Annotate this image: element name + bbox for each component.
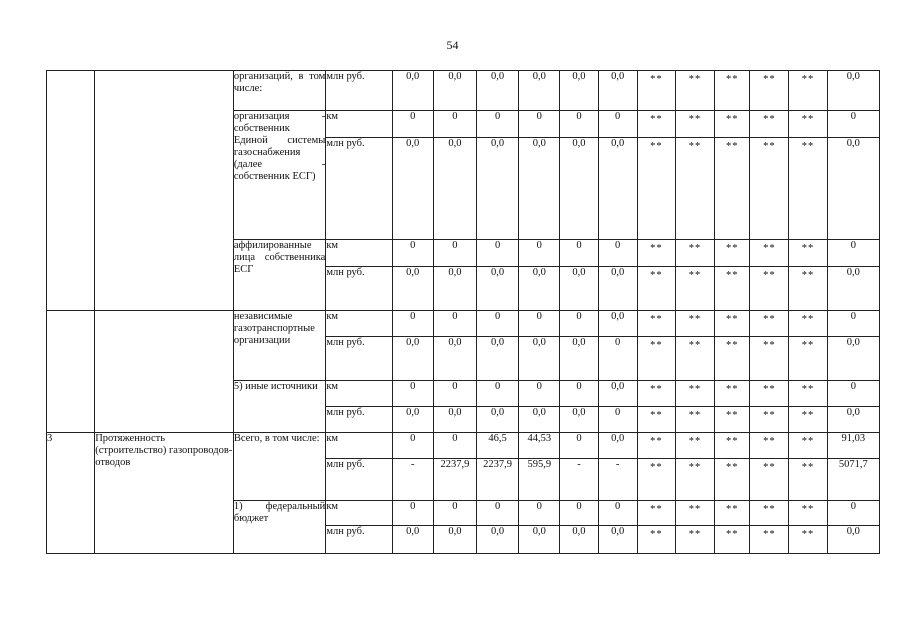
- value-cell: **: [715, 111, 750, 138]
- value-cell: **: [637, 71, 675, 111]
- value-cell: 0,0: [477, 337, 519, 381]
- value-cell: **: [715, 501, 750, 526]
- value-cell: **: [637, 240, 675, 267]
- source-cell: организаций, в том числе:: [233, 71, 325, 111]
- value-cell: **: [675, 433, 714, 459]
- unit-cell: км: [326, 311, 392, 337]
- value-cell: 0,0: [433, 337, 476, 381]
- value-cell: **: [675, 526, 714, 554]
- value-cell: **: [789, 240, 827, 267]
- value-cell: 0: [477, 311, 519, 337]
- value-cell: **: [637, 433, 675, 459]
- value-cell: 0: [433, 381, 476, 407]
- value-cell: **: [750, 337, 789, 381]
- value-cell: -: [560, 459, 598, 501]
- value-cell: -: [598, 459, 637, 501]
- value-cell: **: [750, 501, 789, 526]
- value-cell: 0: [598, 501, 637, 526]
- value-cell: **: [675, 267, 714, 311]
- value-cell: 0,0: [477, 407, 519, 433]
- value-cell: 0,0: [392, 526, 433, 554]
- value-cell: 0: [560, 433, 598, 459]
- source-cell: Всего, в том числе:: [233, 433, 325, 501]
- unit-cell: км: [326, 111, 392, 138]
- value-cell: **: [750, 111, 789, 138]
- value-cell: 0,0: [560, 407, 598, 433]
- value-cell: **: [750, 459, 789, 501]
- value-cell: **: [715, 267, 750, 311]
- value-cell: **: [750, 138, 789, 240]
- value-cell: **: [789, 71, 827, 111]
- value-cell: **: [750, 240, 789, 267]
- value-cell: **: [637, 111, 675, 138]
- value-cell: **: [789, 526, 827, 554]
- value-cell: **: [675, 337, 714, 381]
- value-cell: 0: [560, 240, 598, 267]
- value-cell: 0,0: [433, 407, 476, 433]
- value-cell: **: [715, 526, 750, 554]
- value-cell: 0,0: [827, 337, 879, 381]
- item-number-cell: [47, 311, 95, 433]
- value-cell: 46,5: [477, 433, 519, 459]
- value-cell: 0,0: [827, 526, 879, 554]
- value-cell: **: [789, 381, 827, 407]
- value-cell: **: [789, 407, 827, 433]
- value-cell: 0: [392, 311, 433, 337]
- value-cell: 0,0: [433, 138, 476, 240]
- source-cell: аффилированные лица собственника ЕСГ: [233, 240, 325, 311]
- unit-cell: км: [326, 381, 392, 407]
- value-cell: 0,0: [433, 267, 476, 311]
- unit-cell: км: [326, 501, 392, 526]
- source-cell: 5) иные источники: [233, 381, 325, 433]
- value-cell: **: [789, 337, 827, 381]
- value-cell: **: [750, 381, 789, 407]
- item-name-cell: [95, 311, 234, 433]
- value-cell: 0: [560, 381, 598, 407]
- value-cell: 0: [477, 381, 519, 407]
- value-cell: 0: [560, 111, 598, 138]
- data-table: [46, 70, 880, 554]
- value-cell: **: [675, 311, 714, 337]
- value-cell: **: [750, 526, 789, 554]
- value-cell: **: [675, 459, 714, 501]
- unit-cell: млн руб.: [326, 71, 392, 111]
- unit-cell: км: [326, 433, 392, 459]
- value-cell: 0: [827, 501, 879, 526]
- unit-cell: км: [326, 240, 392, 267]
- value-cell: **: [789, 311, 827, 337]
- value-cell: 0: [598, 407, 637, 433]
- value-cell: 0: [477, 501, 519, 526]
- value-cell: **: [715, 407, 750, 433]
- table-row: [47, 311, 880, 337]
- value-cell: **: [675, 501, 714, 526]
- value-cell: **: [715, 337, 750, 381]
- value-cell: 0: [560, 311, 598, 337]
- value-cell: **: [789, 501, 827, 526]
- value-cell: 0: [519, 501, 560, 526]
- unit-cell: млн руб.: [326, 459, 392, 501]
- unit-cell: млн руб.: [326, 138, 392, 240]
- value-cell: 0,0: [477, 267, 519, 311]
- value-cell: 0,0: [598, 433, 637, 459]
- value-cell: **: [715, 381, 750, 407]
- value-cell: 0: [392, 381, 433, 407]
- value-cell: 0,0: [827, 71, 879, 111]
- value-cell: 0,0: [392, 71, 433, 111]
- source-cell: 1) федеральный бюджет: [233, 501, 325, 554]
- value-cell: 0,0: [519, 337, 560, 381]
- source-cell: организация - собственник Единой системы газоснабжения (далее - собственник ЕСГ): [233, 111, 325, 240]
- value-cell: 0: [392, 111, 433, 138]
- value-cell: 0: [519, 311, 560, 337]
- unit-cell: млн руб.: [326, 337, 392, 381]
- value-cell: **: [715, 433, 750, 459]
- value-cell: 0: [433, 240, 476, 267]
- value-cell: 0,0: [433, 526, 476, 554]
- value-cell: **: [637, 311, 675, 337]
- value-cell: **: [637, 337, 675, 381]
- unit-cell: млн руб.: [326, 526, 392, 554]
- value-cell: 0,0: [598, 311, 637, 337]
- value-cell: 0: [433, 433, 476, 459]
- value-cell: 0,0: [519, 71, 560, 111]
- value-cell: **: [637, 459, 675, 501]
- value-cell: 0,0: [519, 267, 560, 311]
- value-cell: 0: [827, 240, 879, 267]
- value-cell: **: [789, 267, 827, 311]
- value-cell: 0,0: [827, 267, 879, 311]
- value-cell: 0: [598, 337, 637, 381]
- value-cell: 0: [433, 111, 476, 138]
- table-row: [47, 71, 880, 111]
- value-cell: 2237,9: [433, 459, 476, 501]
- table-row: [47, 433, 880, 459]
- value-cell: **: [715, 311, 750, 337]
- value-cell: 0,0: [598, 267, 637, 311]
- value-cell: **: [637, 138, 675, 240]
- value-cell: -: [392, 459, 433, 501]
- value-cell: 0,0: [560, 138, 598, 240]
- value-cell: **: [715, 138, 750, 240]
- value-cell: **: [715, 71, 750, 111]
- value-cell: 0,0: [433, 71, 476, 111]
- page-number: 54: [446, 38, 459, 52]
- value-cell: 0,0: [392, 337, 433, 381]
- value-cell: 0: [598, 240, 637, 267]
- value-cell: 0: [477, 111, 519, 138]
- value-cell: 0,0: [598, 71, 637, 111]
- value-cell: **: [675, 381, 714, 407]
- value-cell: 0: [519, 240, 560, 267]
- value-cell: 0: [519, 381, 560, 407]
- value-cell: 0: [560, 501, 598, 526]
- value-cell: 0: [519, 111, 560, 138]
- value-cell: 0,0: [827, 407, 879, 433]
- value-cell: **: [750, 407, 789, 433]
- value-cell: 0: [598, 111, 637, 138]
- value-cell: **: [637, 501, 675, 526]
- value-cell: 0,0: [477, 138, 519, 240]
- value-cell: **: [715, 459, 750, 501]
- value-cell: 0,0: [827, 138, 879, 240]
- value-cell: **: [675, 138, 714, 240]
- item-number-cell: [47, 71, 95, 311]
- value-cell: **: [750, 311, 789, 337]
- value-cell: **: [637, 526, 675, 554]
- value-cell: 595,9: [519, 459, 560, 501]
- value-cell: **: [675, 111, 714, 138]
- value-cell: **: [675, 71, 714, 111]
- value-cell: **: [637, 407, 675, 433]
- value-cell: **: [750, 433, 789, 459]
- unit-cell: млн руб.: [326, 407, 392, 433]
- source-cell: независимые газотранспортные организации: [233, 311, 325, 381]
- value-cell: 0,0: [519, 138, 560, 240]
- value-cell: 5071,7: [827, 459, 879, 501]
- value-cell: 0: [433, 501, 476, 526]
- value-cell: **: [789, 459, 827, 501]
- value-cell: 0: [827, 311, 879, 337]
- value-cell: **: [675, 240, 714, 267]
- value-cell: 0: [392, 240, 433, 267]
- value-cell: 0: [392, 501, 433, 526]
- value-cell: 0,0: [519, 407, 560, 433]
- value-cell: 0,0: [477, 71, 519, 111]
- value-cell: 0,0: [392, 138, 433, 240]
- value-cell: **: [750, 267, 789, 311]
- value-cell: **: [789, 111, 827, 138]
- item-name-cell: Протяженность (строительство) газопроводов-отводов: [95, 433, 234, 554]
- value-cell: 0,0: [598, 526, 637, 554]
- item-number-cell: 3: [47, 433, 95, 554]
- value-cell: **: [789, 433, 827, 459]
- value-cell: 0,0: [392, 267, 433, 311]
- value-cell: 2237,9: [477, 459, 519, 501]
- value-cell: 0: [433, 311, 476, 337]
- value-cell: 0: [827, 381, 879, 407]
- value-cell: 0,0: [560, 526, 598, 554]
- value-cell: 0: [827, 111, 879, 138]
- unit-cell: млн руб.: [326, 267, 392, 311]
- item-name-cell: [95, 71, 234, 311]
- value-cell: **: [675, 407, 714, 433]
- value-cell: 0: [477, 240, 519, 267]
- value-cell: 0,0: [560, 267, 598, 311]
- value-cell: 0,0: [519, 526, 560, 554]
- value-cell: 0,0: [598, 381, 637, 407]
- value-cell: 91,03: [827, 433, 879, 459]
- value-cell: 0,0: [598, 138, 637, 240]
- value-cell: 0,0: [560, 71, 598, 111]
- value-cell: **: [637, 381, 675, 407]
- value-cell: 0,0: [392, 407, 433, 433]
- value-cell: **: [637, 267, 675, 311]
- value-cell: **: [715, 240, 750, 267]
- value-cell: 0: [392, 433, 433, 459]
- value-cell: 44,53: [519, 433, 560, 459]
- value-cell: 0,0: [560, 337, 598, 381]
- value-cell: **: [750, 71, 789, 111]
- value-cell: 0,0: [477, 526, 519, 554]
- value-cell: **: [789, 138, 827, 240]
